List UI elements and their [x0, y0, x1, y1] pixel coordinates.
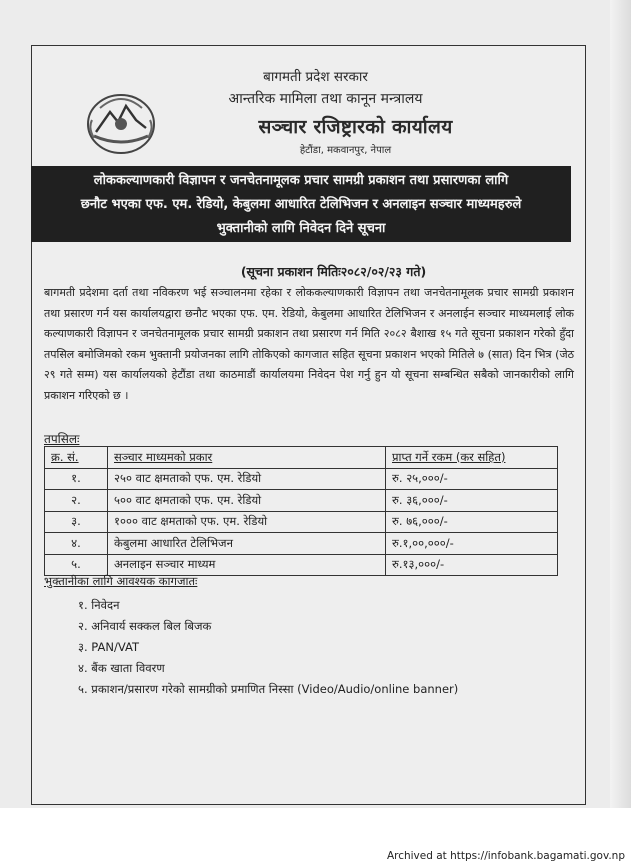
table-header-row — [45, 447, 558, 469]
table-row — [45, 554, 558, 576]
banner-line-2: छनौट भएका एफ. एम. रेडियो, केबुलमा आधारित टेलिभिजन र अनलाइन सञ्चार माध्यमहरुले — [80, 197, 522, 212]
cell-media-type: २५० वाट क्षमताको एफ. एम. रेडियो — [108, 468, 386, 490]
cell-media-type: अनलाइन सञ्चार माध्यम — [108, 554, 386, 576]
header-office: सञ्चार रजिष्ट्रारको कार्यालय — [258, 116, 453, 138]
banner-line-1: लोककल्याणकारी विज्ञापन र जनचेतनामूलक प्रचार सामग्री प्रकाशन तथा प्रसारणका लागि — [93, 173, 509, 188]
publish-date: (सूचना प्रकाशन मितिः२०८२/०२/२३ गते) — [240, 264, 427, 279]
col-header-media-type: सञ्चार माध्यमको प्रकार — [108, 447, 386, 469]
list-item: १. निवेदन — [78, 598, 120, 612]
header-ministry: आन्तरिक मामिला तथा कानून मन्त्रालय — [228, 91, 423, 107]
notice-body: बागमती प्रदेशमा दर्ता तथा नविकरण भई सञ्चालनमा रहेका र लोककल्याणकारी विज्ञापन तथा जनचेतनामूलक प्रचार सामग्री प्रकाशन तथा प्रसारण गर्न यस कार्यालयद्वारा छनौट भएका एफ. एम. रेडियो, केबुलमा आधारित टेलिभिजन र अनलाईन सञ्चार माध्यमलाई लोक कल्याणकारी विज्ञापन र जनचेतनामूलक प्रचार सामग्री प्रकाशन तथा प्रसारण गर्न मिति २०८२ बैशाख १५ गते सूचना प्रकाशन गरेको हुँदा तपसिल बमोजिमको रकम भुक्तानी प्रयोजनका लागि तोकिएको कागजात सहित सूचना प्रकाशन भएको मितिले ७ (सात) दिन भित्र (जेठ २९ गते सम्म) यस कार्यालयको हेटौंडा तथा काठमाडौं कार्यालयमा निवेदन पेश गर्नु हुन यो सूचना सम्बन्धित सबैको जानकारीको लागि प्रकाशन गरिएको छ । — [44, 286, 574, 402]
header-government: बागमती प्रदेश सरकार — [263, 69, 368, 85]
table-row — [45, 468, 558, 490]
notice-title-banner — [31, 166, 571, 242]
list-item: ४. बैंक खाता विवरण — [78, 661, 165, 675]
col-header-amount: प्राप्त गर्ने रकम (कर सहित) — [386, 447, 558, 469]
archived-link[interactable]: Archived at https://infobank.bagamati.gov.np — [386, 850, 625, 862]
cell-amount: रु. २५,०००/- — [386, 468, 558, 490]
cell-sn: १. — [45, 468, 108, 490]
list-item: ५. प्रकाशन/प्रसारण गरेको सामग्रीको प्रमाणित निस्सा (Video/Audio/online banner) — [78, 682, 459, 696]
col-header-sn: क्र. सं. — [45, 447, 108, 469]
cell-media-type: ५०० वाट क्षमताको एफ. एम. रेडियो — [108, 490, 386, 512]
cell-sn: ३. — [45, 511, 108, 533]
list-item: ३. PAN/VAT — [78, 640, 139, 654]
cell-amount: रु.१,००,०००/- — [386, 533, 558, 555]
list-item: २. अनिवार्य सक्कल बिल बिजक — [78, 619, 212, 633]
table-row — [45, 490, 558, 512]
schedule-label: तपसिलः — [44, 432, 80, 446]
table-row — [45, 533, 558, 555]
cell-sn: ५. — [45, 554, 108, 576]
cell-amount: रु. ३६,०००/- — [386, 490, 558, 512]
cell-media-type: १००० वाट क्षमताको एफ. एम. रेडियो — [108, 511, 386, 533]
cell-amount: रु.१३,०००/- — [386, 554, 558, 576]
required-documents-list — [78, 595, 458, 700]
cell-sn: २. — [45, 490, 108, 512]
banner-line-3: भुक्तानीको लागि निवेदन दिने सूचना — [216, 221, 386, 236]
header-address: हेटौंडा, मकवानपुर, नेपाल — [299, 145, 392, 156]
payment-table — [44, 446, 558, 576]
cell-sn: ४. — [45, 533, 108, 555]
cell-media-type: केबुलमा आधारित टेलिभिजन — [108, 533, 386, 555]
cell-amount: रु. ७६,०००/- — [386, 511, 558, 533]
table-row — [45, 511, 558, 533]
required-documents-label: भुक्तानीका लागि आवश्यक कागजातः — [44, 574, 198, 588]
